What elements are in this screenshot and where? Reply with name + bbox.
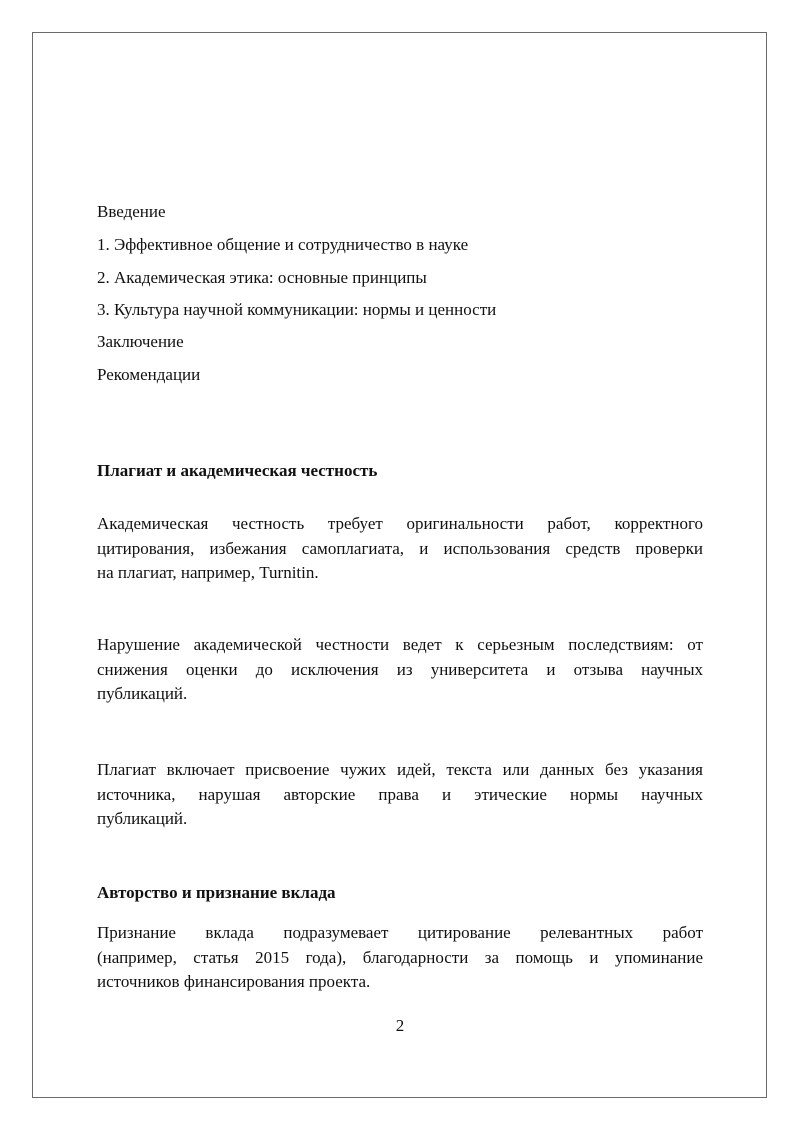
toc-item-section-2: 2. Академическая этика: основные принципы <box>97 268 427 287</box>
toc-item-section-1: 1. Эффективное общение и сотрудничество в науке <box>97 235 469 254</box>
section-heading-plagiarism: Плагиат и академическая честность <box>97 461 378 480</box>
paragraph-line: Плагиат включает присвоение чужих идей, текста или данных без указания <box>97 760 703 779</box>
paragraph-academic-honesty <box>97 512 703 586</box>
paragraph-violation-consequences <box>97 633 703 707</box>
paragraph-line: публикаций. <box>97 684 188 703</box>
toc-item-section-3: 3. Культура научной коммуникации: нормы и ценности <box>97 300 497 319</box>
paragraph-contribution-recognition <box>97 921 703 995</box>
paragraph-line: Нарушение академической честности ведет к серьезным последствиям: от <box>97 635 703 654</box>
paragraph-line: цитирования, избежания самоплагиата, и использования средств проверки <box>97 538 703 558</box>
paragraph-line: Признание вклада подразумевает цитирование релевантных работ <box>97 923 703 942</box>
paragraph-line: публикаций. <box>97 809 188 828</box>
toc-item-conclusion: Заключение <box>97 332 184 351</box>
paragraph-line: снижения оценки до исключения из университета и отзыва научных <box>97 659 703 679</box>
paragraph-line: на плагиат, например, Turnitin. <box>97 563 319 582</box>
paragraph-line: источника, нарушая авторские права и этические нормы научных <box>97 784 703 804</box>
paragraph-line: (например, статья 2015 года), благодарности за помощь и упоминание <box>97 947 703 967</box>
section-heading-authorship: Авторство и признание вклада <box>97 883 336 902</box>
page-number: 2 <box>395 1016 405 1035</box>
toc-item-introduction: Введение <box>97 202 166 221</box>
paragraph-plagiarism-definition <box>97 758 703 832</box>
paragraph-line: Академическая честность требует оригинальности работ, корректного <box>97 514 703 533</box>
toc-item-recommendations: Рекомендации <box>97 365 201 384</box>
paragraph-line: источников финансирования проекта. <box>97 972 371 991</box>
